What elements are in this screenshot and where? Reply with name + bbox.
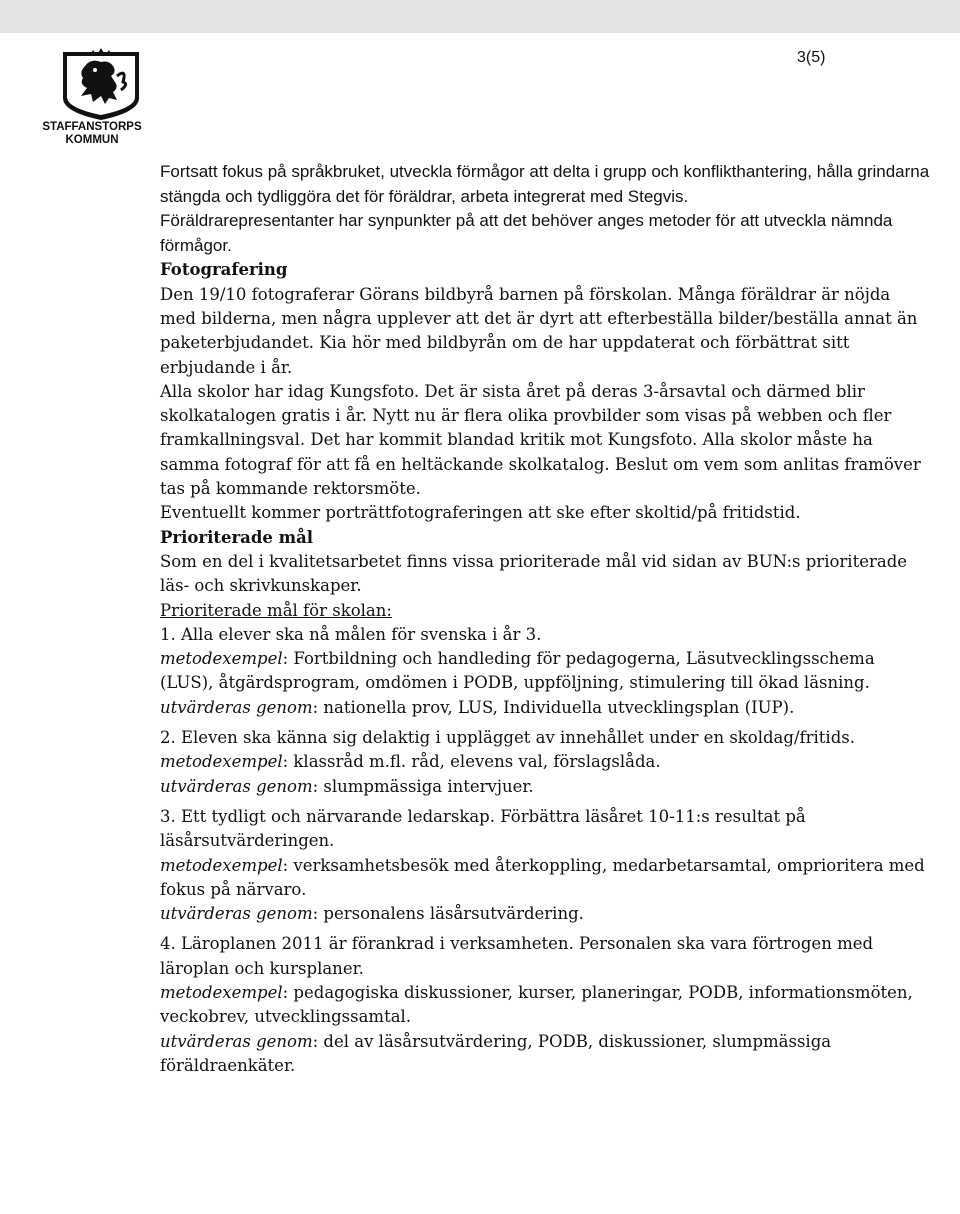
page-number: 3(5) [797,49,826,66]
document-body [160,160,934,1078]
metod-text: : klassråd m.fl. råd, elevens val, förslagslåda. [282,752,661,772]
utvard-text: : nationella prov, LUS, Individuella utvecklingsplan (IUP). [312,697,795,717]
fotografering-paragraph-3: Eventuellt kommer porträttfotograferingen att ske efter skoltid/på fritidstid. [160,503,801,523]
metod-line [160,981,934,1030]
goal-text: 1. Alla elever ska nå målen för svenska i år 3. [160,624,542,644]
goal-item [160,623,930,720]
utvard-line [160,902,930,926]
goal-text: 2. Eleven ska känna sig delaktig i upplägget av innehållet under en skoldag/fritids. [160,728,855,748]
goal-text: 3. Ett tydligt och närvarande ledarskap. Förbättra läsåret 10-11:s resultat på läsårsutvärderingen. [160,806,806,851]
top-bar [0,0,960,33]
metod-text: : pedagogiska diskussioner, kurser, planeringar, PODB, informationsmöten, veckobrev, utvecklingssamtal. [160,982,934,1027]
metod-text: : Fortbildning och handleding för pedagogerna, Läsutvecklingsschema (LUS), åtgärdsprogram, omdömen i PODB, uppföljning, stimulering till ökad läsning. [160,649,875,693]
prioriterade-intro: Som en del i kvalitetsarbetet finns vissa prioriterade mål vid sidan av BUN:s prioriterade läs- och skrivkunskaper. [160,551,908,596]
logo-text-line2: KOMMUN [65,134,119,146]
fotografering-paragraph-1: Den 19/10 fotograferar Görans bildbyrå barnen på förskolan. Många föräldrar är nöjda med bilderna, men några upplever att det är dyrt att efterbeställa bilder/beställa annat än paketerbjudandet. Kia hör med bildbyrån om de har uppdaterat och förbättrat sitt erbjudande i år. [160,284,918,377]
utvard-line [160,775,930,799]
fotografering-paragraph-2: Alla skolor har idag Kungsfoto. Det är sista året på deras 3-årsavtal och därmed blir skolkatalogen gratis i år. Nytt nu är flera olika provbilder som visas på webben och fler framkallningsval. Det har kommit blandad kritik mot Kungsfoto. Alla skolor måste ha samma fotograf för att få en heltäckande skolkatalog. Beslut om vem som anlitas framöver tas på kommande rektorsmöte. [160,381,921,499]
goal-text: 4. Läroplanen 2011 är förankrad i verksamheten. Personalen ska vara förtrogen med läroplan och kursplaner. [160,934,874,978]
goal-item [160,726,930,799]
utvard-text: : del av läsårsutvärdering, PODB, diskussioner, slumpmässiga föräldraenkäter. [160,1031,832,1075]
utvard-label: utvärderas genom [160,697,313,717]
prioriterade-heading: Prioriterade mål [160,527,314,547]
utvard-label: utvärderas genom [160,1031,313,1051]
fotografering-heading: Fotografering [160,260,288,280]
intro-section [160,160,930,258]
utvard-label: utvärderas genom [160,904,313,924]
prioriterade-subheading: Prioriterade mål för skolan: [160,600,392,620]
metod-label: metodexempel [160,649,283,669]
intro-paragraph-1: Fortsatt fokus på språkbruket, utveckla förmågor att delta i grupp och konflikthantering, hålla grindarna stängda och tydliggöra det för föräldrar, arbeta integrerat med Stegvis. [160,162,930,206]
logo-text-line1: STAFFANSTORPS [42,121,142,133]
metod-label: metodexempel [160,982,283,1002]
utvard-line [160,1030,930,1079]
metod-line [160,647,930,696]
intro-paragraph-2: Föräldrarepresentanter har synpunkter på att det behöver anges metoder för att utveckla nämnda förmågor. [160,211,893,255]
metod-line [160,854,930,903]
utvard-line [160,696,930,720]
metod-label: metodexempel [160,752,283,772]
goal-item [160,932,934,1078]
utvard-text: : personalens läsårsutvärdering. [312,904,584,924]
goal-item [160,805,930,926]
metod-line [160,750,930,774]
logo-text [40,121,144,147]
utvard-text: : slumpmässiga intervjuer. [312,776,534,796]
metod-text: : verksamhetsbesök med återkoppling, medarbetarsamtal, omprioritera med fokus på närvaro. [160,855,925,899]
prioriterade-section [160,526,934,1079]
fotografering-section [160,258,930,525]
utvard-label: utvärderas genom [160,776,313,796]
metod-label: metodexempel [160,855,283,875]
